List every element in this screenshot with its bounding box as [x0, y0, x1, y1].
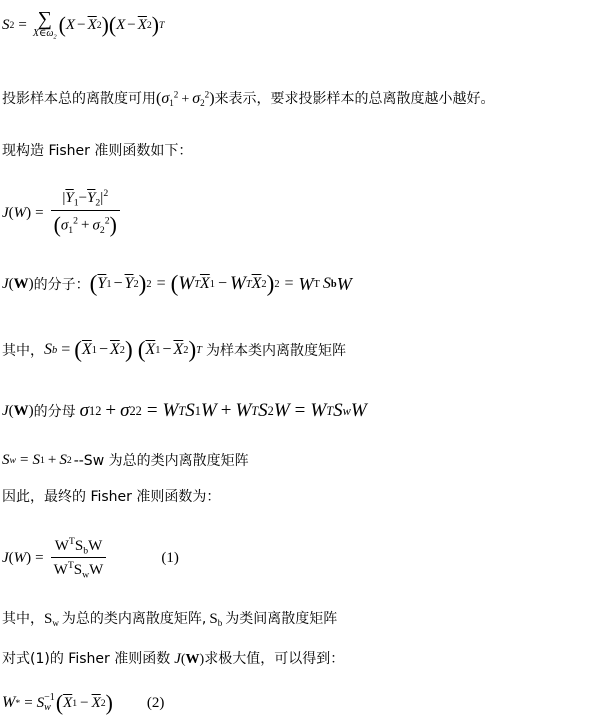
equation-optimal-w: W * = S −1 w ( $\overline{X}$ 1 − $\overline{X}$ 2 ) (2) [2, 690, 165, 715]
eq-s2-summation [33, 9, 57, 41]
equation-sw: S w = S 1 + S 2 --Sw 为总的类内离散度矩阵 [2, 451, 249, 469]
eq-s2-lhs-sub: 2 [9, 19, 15, 31]
paragraph-construct-fisher: 现构造 Fisher 准则函数如下： [2, 143, 193, 159]
eq-s2-transpose: T [159, 19, 165, 31]
equation-numerator: J ( W ) 的分子： ( $\overline{Y}$ 1 − $\overline{Y}$ 2 ) 2 = ( W T $\overline{X}$ 1 − W T $\overline{X}$ 2 ) 2 = W T S b W [2, 270, 352, 297]
paragraph-maximize: 对式(1)的 Fisher 准则函数 J(W)求极大值，可以得到： [2, 651, 345, 667]
fisher-denominator: $(\sigma_1^2 + \sigma_2^2)$ [51, 210, 120, 238]
final-fraction: $\frac{W^TS_bW}{W^TS_wW}$ [51, 536, 107, 581]
equation-fisher-criterion: J ( W ) = $\frac{|\overline{Y}_1-\overline{Y}_2|^2}{(\sigma_1^2 + \sigma_2^2)}$ [2, 184, 600, 242]
paragraph-scatter-definitions: 其中，$S_w$ 为总的类内离散度矩阵, $S_b$ 为类间离散度矩阵 [2, 611, 338, 629]
fisher-numerator: $|\overline{Y}_1-\overline{Y}_2|^2$ [62, 188, 109, 209]
eq-s2-x: X [65, 16, 76, 33]
equation-sb: 其中， S b = ( $\overline{X}$ 1 − $\overline{X}$ 2 ) ( $\overline{X}$ 1 − $\overline{X}$ 2 ) T 为样本类内离散度矩阵 [2, 336, 346, 363]
equation-number-2: (2) [146, 694, 165, 711]
paragraph-final-fisher: 因此，最终的 Fisher 准则函数为： [2, 489, 221, 505]
summation-sign: ∑ [37, 8, 52, 31]
equation-final-fisher: J ( W ) = $\frac{W^TS_bW}{W^TS_wW}$ (1) [2, 535, 179, 581]
fisher-fraction [51, 188, 120, 237]
eq-s2-sum-limit: $X\in\omega_2$ [32, 28, 57, 41]
equation-number-1: (1) [161, 549, 179, 566]
equation-s2: S 2 = ∑ $X\in\omega_2$ ( X − $\overline{X}$ 2 ) ( X − $\overline{X}$ 2 ) T [2, 8, 165, 41]
paragraph-total-scatter: 投影样本总的离散度可用$(\sigma_1^2 + \sigma_2^2)$来表示，要求投影样本的总离散度越小越好。 [2, 89, 495, 109]
eq-s2-lhs: S [2, 16, 10, 33]
eq-s2-equals: = [18, 16, 27, 33]
equation-denominator: J ( W ) 的分母 σ 1 2 + σ 2 2 = W T S 1 W + W T S 2 W = W T S w W [2, 400, 367, 421]
eq-s2-xbar: $\overline{X}$ [87, 16, 97, 33]
